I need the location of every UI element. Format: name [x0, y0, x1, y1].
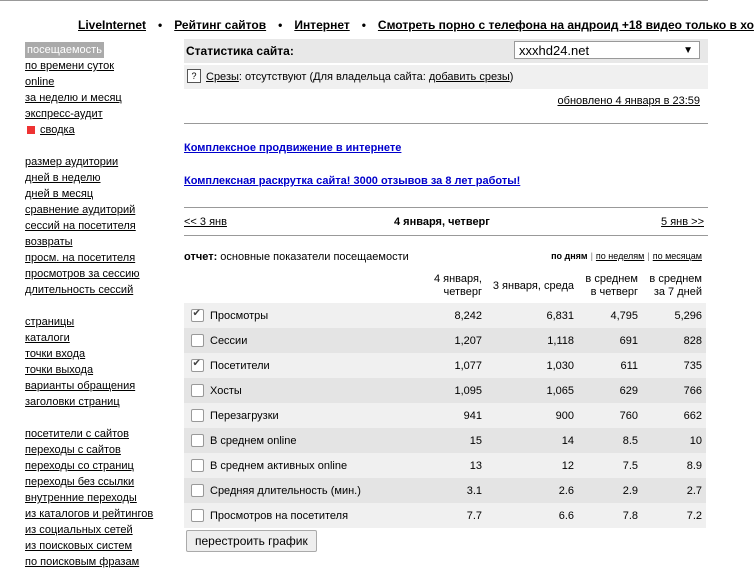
report-title: отчет: основные показатели посещаемости — [184, 251, 409, 263]
cell-value: 15 — [394, 428, 486, 453]
cell-value: 1,207 — [394, 328, 486, 353]
period-weeks-link[interactable]: по неделям — [595, 251, 645, 261]
sidebar-item[interactable]: просм. на посетителя — [25, 252, 136, 264]
row-checkbox[interactable] — [191, 459, 204, 472]
help-icon[interactable]: ? — [187, 69, 201, 83]
cell-value: 828 — [642, 328, 706, 353]
cell-value: 6.6 — [486, 503, 578, 528]
cell-value: 7.5 — [578, 453, 642, 478]
nav-internet-link[interactable]: Интернет — [294, 18, 350, 32]
sidebar-item[interactable]: длительность сессий — [25, 284, 134, 296]
sidebar-item-summary[interactable]: сводка — [40, 124, 75, 136]
main-content — [184, 39, 708, 548]
row-label: Просмотры — [206, 303, 394, 328]
nav-liveinternet-link[interactable]: LiveInternet — [78, 18, 147, 32]
table-row — [184, 453, 706, 478]
site-select[interactable] — [514, 41, 700, 59]
cell-value: 8.5 — [578, 428, 642, 453]
site-stat-label: Статистика сайта: — [186, 44, 294, 58]
sidebar-item[interactable]: из социальных сетей — [25, 524, 133, 536]
cell-value: 10 — [642, 428, 706, 453]
row-label: Посетители — [206, 353, 394, 378]
divider — [184, 235, 708, 236]
period-switcher: по дням | по неделям | по месяцам — [551, 251, 702, 261]
site-select-value: xxxhd24.net — [519, 43, 590, 58]
sidebar-item[interactable]: точки входа — [25, 348, 86, 360]
cell-value: 8.9 — [642, 453, 706, 478]
row-checkbox[interactable] — [191, 509, 204, 522]
col-header: 4 января, четверг — [433, 273, 482, 298]
period-days: по дням — [551, 251, 588, 261]
cell-value: 900 — [486, 403, 578, 428]
cell-value: 760 — [578, 403, 642, 428]
cell-value: 8,242 — [394, 303, 486, 328]
table-header-row — [184, 269, 706, 303]
sidebar-item[interactable]: внутренние переходы — [25, 492, 137, 504]
row-label: Просмотров на посетителя — [206, 503, 394, 528]
sidebar-item[interactable]: страницы — [25, 316, 75, 328]
cell-value: 6,831 — [486, 303, 578, 328]
ad-link-1[interactable]: Комплексное продвижение в интернете — [184, 142, 402, 154]
current-day: 4 января, четверг — [394, 216, 490, 228]
sidebar-item[interactable]: просмотров за сессию — [25, 268, 140, 280]
sidebar-item[interactable]: по поисковым фразам — [25, 556, 140, 568]
sidebar-item[interactable]: online — [25, 76, 55, 88]
cell-value: 3.1 — [394, 478, 486, 503]
col-header: в среднем за 7 дней — [649, 273, 702, 298]
site-stat-bar — [184, 39, 708, 63]
sidebar-item[interactable]: размер аудитории — [25, 156, 119, 168]
slices-link[interactable]: Срезы — [206, 71, 239, 83]
sidebar-item-active[interactable]: посещаемость — [27, 44, 102, 56]
cell-value: 14 — [486, 428, 578, 453]
sidebar-item[interactable]: сравнение аудиторий — [25, 204, 136, 216]
sidebar-item[interactable]: возвраты — [25, 236, 73, 248]
cell-value: 2.7 — [642, 478, 706, 503]
updated-link[interactable]: обновлено 4 января в 23:59 — [557, 95, 700, 107]
row-checkbox[interactable] — [191, 334, 204, 347]
row-checkbox[interactable] — [191, 359, 204, 372]
sidebar-item[interactable]: из каталогов и рейтингов — [25, 508, 154, 520]
sidebar-item[interactable]: дней в месяц — [25, 188, 94, 200]
row-checkbox[interactable] — [191, 309, 204, 322]
row-label: В среднем online — [206, 428, 394, 453]
row-checkbox[interactable] — [191, 484, 204, 497]
table-row — [184, 428, 706, 453]
cell-value: 1,065 — [486, 378, 578, 403]
cell-value: 662 — [642, 403, 706, 428]
slices-status: : отсутствуют (Для владельца сайта: — [238, 71, 429, 83]
row-label: Сессии — [206, 328, 394, 353]
sidebar-item[interactable]: заголовки страниц — [25, 396, 120, 408]
sidebar-item[interactable]: сессий на посетителя — [25, 220, 136, 232]
next-day-link[interactable]: 5 янв >> — [661, 216, 704, 228]
table-row — [184, 328, 706, 353]
prev-day-link[interactable]: << 3 янв — [184, 216, 227, 228]
sidebar-item[interactable]: из поисковых систем — [25, 540, 133, 552]
row-checkbox[interactable] — [191, 384, 204, 397]
sidebar-item[interactable]: каталоги — [25, 332, 70, 344]
cell-value: 13 — [394, 453, 486, 478]
table-row — [184, 378, 706, 403]
table-row — [184, 303, 706, 328]
cell-value: 941 — [394, 403, 486, 428]
cell-value: 1,095 — [394, 378, 486, 403]
cell-value: 629 — [578, 378, 642, 403]
sidebar-item[interactable]: переходы со страниц — [25, 460, 134, 472]
sidebar-item[interactable]: точки выхода — [25, 364, 94, 376]
row-label: Перезагрузки — [206, 403, 394, 428]
slices-bar: ? Срезы: отсутствуют (Для владельца сайта: добавить срезы) — [184, 65, 708, 89]
cell-value: 1,077 — [394, 353, 486, 378]
cell-value: 1,118 — [486, 328, 578, 353]
cell-value: 7.8 — [578, 503, 642, 528]
add-slices-link[interactable]: добавить срезы — [428, 71, 510, 83]
row-label: Хосты — [206, 378, 394, 403]
red-square-icon — [27, 126, 35, 134]
table-row — [184, 478, 706, 503]
cell-value: 12 — [486, 453, 578, 478]
cell-value: 691 — [578, 328, 642, 353]
row-checkbox[interactable] — [191, 409, 204, 422]
stats-table — [184, 269, 706, 528]
sidebar-item[interactable]: переходы без ссылки — [25, 476, 135, 488]
period-months-link[interactable]: по месяцам — [652, 251, 702, 261]
divider — [184, 123, 708, 124]
col-header: 3 января, среда — [492, 279, 574, 292]
sidebar-item[interactable]: варианты обращения — [25, 380, 136, 392]
cell-value: 5,296 — [642, 303, 706, 328]
table-row — [184, 403, 706, 428]
cell-value: 7.7 — [394, 503, 486, 528]
cell-value: 2.6 — [486, 478, 578, 503]
row-label: Средняя длительность (мин.) — [206, 478, 394, 503]
cell-value: 7.2 — [642, 503, 706, 528]
top-nav-row: LiveInternet • Рейтинг сайтов • Интернет • Смотреть порно с телефона на андроид +18 видео только в хо — [78, 18, 754, 32]
chevron-down-icon: ▼ — [683, 45, 693, 56]
nav-promo-link[interactable]: Смотреть порно с телефона на андроид +18 видео только в хо — [377, 18, 754, 32]
top-navigation — [0, 0, 754, 37]
sidebar-item[interactable]: посетители с сайтов — [25, 428, 129, 440]
cell-value: 735 — [642, 353, 706, 378]
sidebar-item[interactable]: дней в неделю — [25, 172, 101, 184]
sidebar-item[interactable]: экспресс-аудит — [25, 108, 103, 120]
table-row — [184, 353, 706, 378]
table-row — [184, 503, 706, 528]
ad-link-2[interactable]: Комплексная раскрутка сайта! 3000 отзывов за 8 лет работы! — [184, 175, 521, 187]
cell-value: 4,795 — [578, 303, 642, 328]
sidebar-item[interactable]: по времени суток — [25, 60, 115, 72]
nav-rating-link[interactable]: Рейтинг сайтов — [174, 18, 267, 32]
row-checkbox[interactable] — [191, 434, 204, 447]
cell-value: 611 — [578, 353, 642, 378]
cell-value: 766 — [642, 378, 706, 403]
row-label: В среднем активных online — [206, 453, 394, 478]
rebuild-chart-button[interactable]: перестроить график — [186, 530, 317, 552]
sidebar — [25, 42, 175, 570]
divider — [184, 207, 708, 208]
sidebar-item[interactable]: за неделю и месяц — [25, 92, 122, 104]
cell-value: 1,030 — [486, 353, 578, 378]
cell-value: 2.9 — [578, 478, 642, 503]
sidebar-item[interactable]: переходы с сайтов — [25, 444, 121, 456]
col-header: в среднем в четверг — [585, 273, 638, 298]
